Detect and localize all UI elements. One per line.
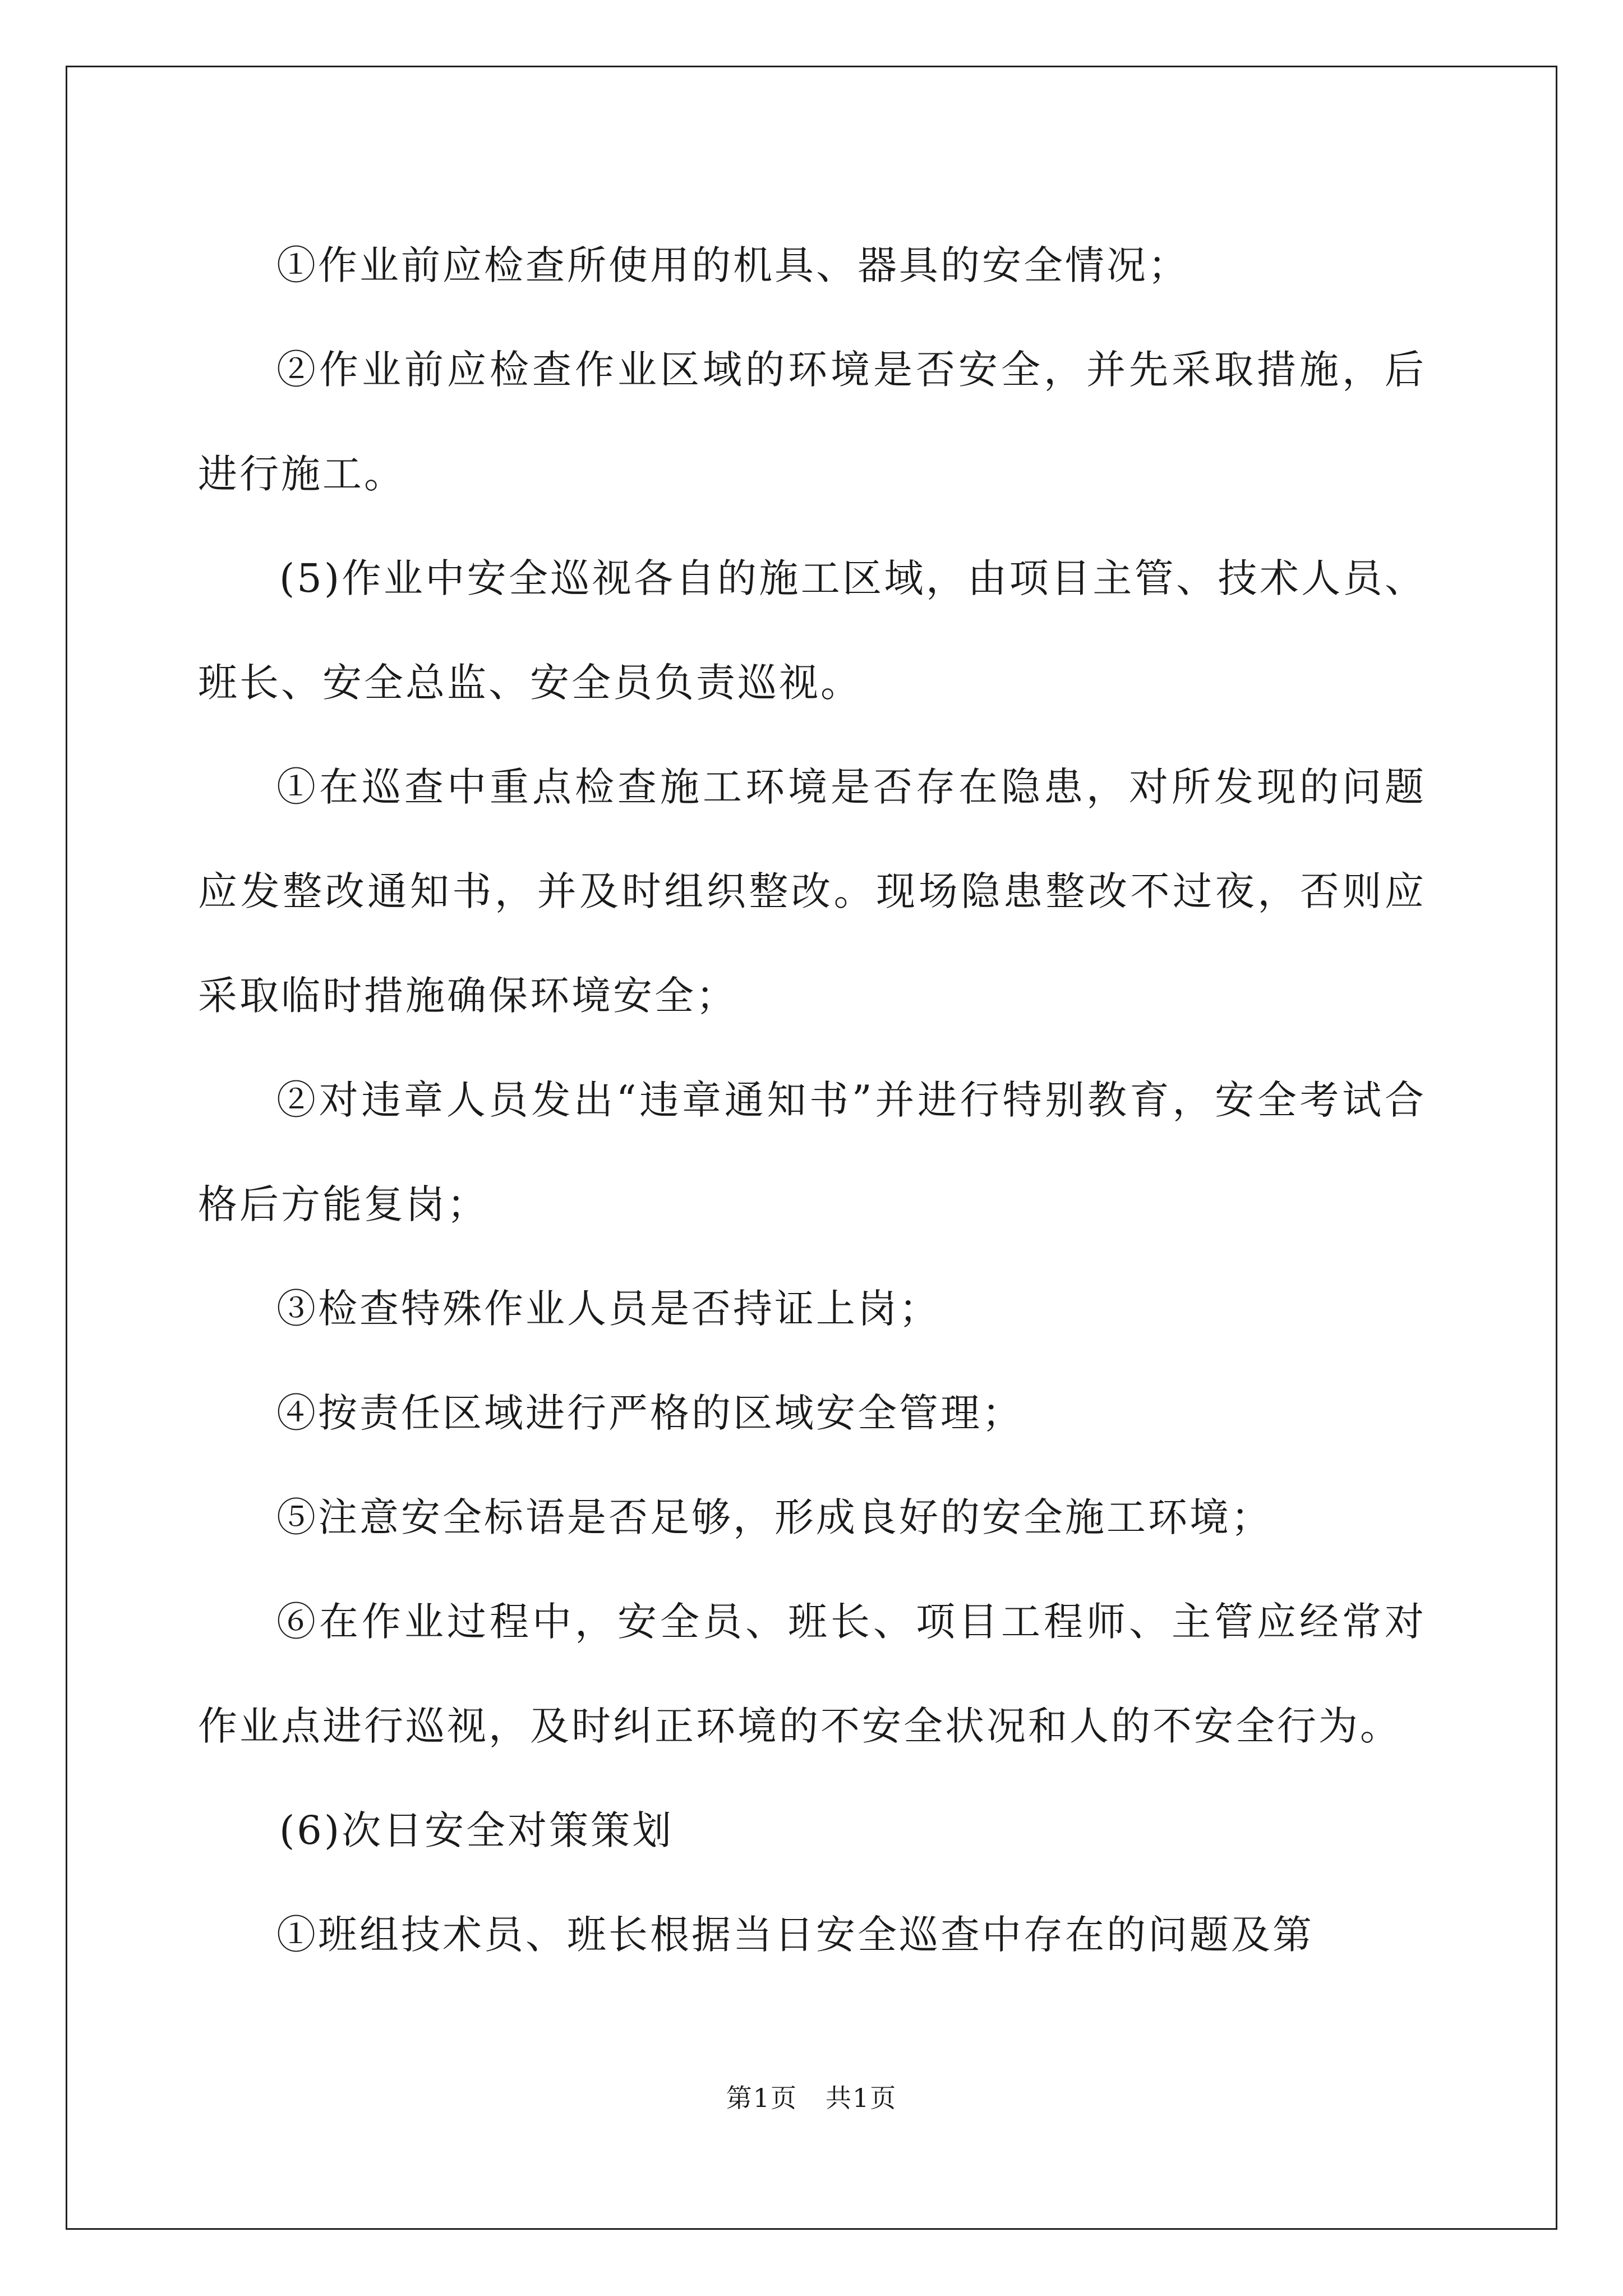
paragraph: ③检查特殊作业人员是否持证上岗； [276, 1286, 940, 1332]
paragraph: ①作业前应检查所使用的机具、器具的安全情况； [276, 242, 1189, 288]
paragraph: ②对违章人员发出“违章通知书”并进行特别教育，安全考试合格后方能复岗； [198, 1077, 1426, 1227]
page-number: 第1页 [726, 2083, 797, 2113]
paragraph: (5)作业中安全巡视各自的施工区域，由项目主管、技术人员、班长、安全总监、安全员负责巡视。 [198, 555, 1426, 706]
paragraph: ④按责任区域进行严格的区域安全管理； [276, 1390, 1023, 1436]
paragraph: (6)次日安全对策策划 [279, 1807, 674, 1853]
paragraph: ②作业前应检查作业区域的环境是否安全，并先采取措施，后进行施工。 [198, 347, 1426, 497]
paragraph: ⑤注意安全标语是否足够，形成良好的安全施工环境； [276, 1494, 1272, 1540]
paragraph: ①班组技术员、班长根据当日安全巡查中存在的问题及第 [276, 1912, 1314, 1958]
paragraph: ①在巡查中重点检查施工环境是否存在隐患，对所发现的问题应发整改通知书，并及时组织整改。现场隐患整改不过夜，否则应采取临时措施确保环境安全； [198, 764, 1426, 1019]
paragraph: ⑥在作业过程中，安全员、班长、项目工程师、主管应经常对作业点进行巡视，及时纠正环境的不安全状况和人的不安全行为。 [198, 1599, 1426, 1749]
page-footer [0, 2081, 1623, 2115]
page-total: 共1页 [826, 2083, 897, 2113]
document-body [198, 213, 1426, 1987]
